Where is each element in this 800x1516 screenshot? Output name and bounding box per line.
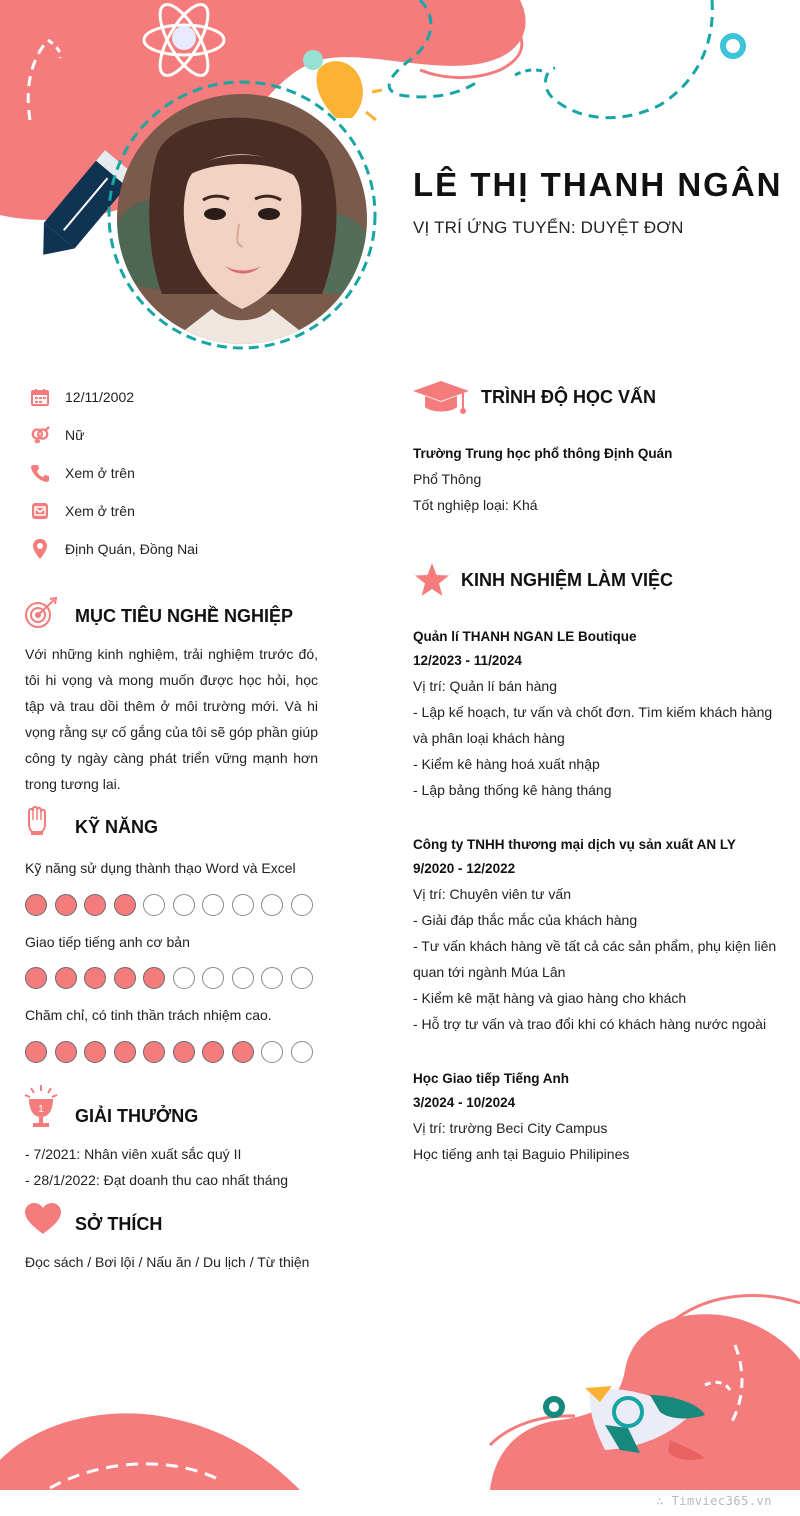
hobbies-text: Đọc sách / Bơi lội / Nấu ăn / Du lịch / Từ thiện xyxy=(25,1254,310,1270)
location-icon xyxy=(30,539,50,559)
skill-dot-filled xyxy=(25,967,47,989)
job-company: Học Giao tiếp Tiếng Anh xyxy=(413,1071,570,1086)
award-item: - 7/2021: Nhân viên xuất sắc quý II xyxy=(25,1146,242,1162)
skill-dot-empty xyxy=(143,894,165,916)
skill-dot-filled xyxy=(143,967,165,989)
skill-dot-empty xyxy=(202,967,224,989)
contact-email xyxy=(30,500,135,522)
job-company: Quản lí THANH NGAN LE Boutique xyxy=(413,629,637,644)
skill-name: Giao tiếp tiếng anh cơ bản xyxy=(25,934,190,950)
skill-name: Chăm chỉ, có tinh thần trách nhiệm cao. xyxy=(25,1007,272,1023)
graduation-cap-icon xyxy=(413,381,469,420)
target-icon xyxy=(24,597,58,634)
education-title: TRÌNH ĐỘ HỌC VẤN xyxy=(481,387,656,407)
light-bulb-icon xyxy=(303,50,382,120)
skill-dot-filled xyxy=(55,967,77,989)
contact-text: Nữ xyxy=(65,427,85,443)
skill-dot-filled xyxy=(55,1041,77,1063)
skill-dot-filled xyxy=(25,894,47,916)
trophy-icon xyxy=(24,1085,58,1134)
education-line: Tốt nghiệp loại: Khá xyxy=(413,497,538,513)
phone-icon xyxy=(30,463,50,483)
hobbies-title: SỞ THÍCH xyxy=(75,1214,163,1234)
skill-dot-filled xyxy=(173,1041,195,1063)
skill-dot-filled xyxy=(232,1041,254,1063)
contact-address xyxy=(30,538,199,560)
job-line: quan tới ngành Múa Lân xyxy=(413,964,566,980)
job-line: Vị trí: Quản lí bán hàng xyxy=(413,678,557,694)
skill-dot-empty xyxy=(232,967,254,989)
job-line: và phân loại khách hàng xyxy=(413,730,565,746)
skill-dot-filled xyxy=(114,894,136,916)
gender-icon xyxy=(30,425,50,445)
svg-text:1: 1 xyxy=(38,1104,44,1115)
job-line: - Giải đáp thắc mắc của khách hàng xyxy=(413,912,638,928)
contact-text: Xem ở trên xyxy=(65,465,135,481)
job-line: - Hỗ trợ tư vấn và trao đổi khi có khách hàng nước ngoài xyxy=(413,1016,767,1032)
applied-position: VỊ TRÍ ỨNG TUYỂN: DUYỆT ĐƠN xyxy=(413,218,684,237)
job-period: 3/2024 - 10/2024 xyxy=(413,1095,516,1110)
job-line: Học tiếng anh tại Baguio Philipines xyxy=(413,1146,630,1162)
skill-name: Kỹ năng sử dụng thành thạo Word và Excel xyxy=(25,860,296,876)
school-name: Trường Trung học phổ thông Định Quán xyxy=(413,446,673,461)
job-line: - Lập bảng thống kê hàng tháng xyxy=(413,782,612,798)
contact-text: Xem ở trên xyxy=(65,503,135,519)
contact-birthdate xyxy=(30,386,135,408)
skill-rating xyxy=(25,1041,313,1063)
contact-phone xyxy=(30,462,135,484)
skill-dot-filled xyxy=(84,967,106,989)
job-period: 12/2023 - 11/2024 xyxy=(413,653,522,668)
star-icon xyxy=(414,563,450,602)
job-period: 9/2020 - 12/2022 xyxy=(413,861,516,876)
candidate-name: LÊ THỊ THANH NGÂN xyxy=(413,166,783,203)
objective-title: MỤC TIÊU NGHỀ NGHIỆP xyxy=(75,606,294,626)
contact-gender xyxy=(30,424,85,446)
contact-text: Định Quán, Đồng Nai xyxy=(65,541,199,557)
job-line: - Kiểm kê hàng hoá xuất nhập xyxy=(413,756,600,772)
job-line: Vị trí: trường Beci City Campus xyxy=(413,1120,608,1136)
contact-text: 12/11/2002 xyxy=(65,389,135,405)
calendar-icon xyxy=(30,387,50,407)
skill-dot-filled xyxy=(143,1041,165,1063)
skill-dot-empty xyxy=(261,967,283,989)
skill-dot-empty xyxy=(173,894,195,916)
skill-dot-empty xyxy=(202,894,224,916)
skill-dot-empty xyxy=(261,894,283,916)
skill-dot-empty xyxy=(291,1041,313,1063)
skill-dot-filled xyxy=(84,894,106,916)
skill-rating xyxy=(25,894,313,916)
skill-dot-empty xyxy=(261,1041,283,1063)
awards-title: GIẢI THƯỞNG xyxy=(75,1106,199,1126)
skill-dot-filled xyxy=(25,1041,47,1063)
award-item: - 28/1/2022: Đạt doanh thu cao nhất tháng xyxy=(25,1172,289,1188)
email-icon xyxy=(30,501,50,521)
skills-title: KỸ NĂNG xyxy=(75,817,159,837)
skill-dot-empty xyxy=(291,967,313,989)
job-line: - Kiểm kê mặt hàng và giao hàng cho khách xyxy=(413,990,687,1006)
skill-dot-empty xyxy=(291,894,313,916)
experience-title: KINH NGHIỆM LÀM VIỆC xyxy=(461,570,674,590)
skill-dot-filled xyxy=(84,1041,106,1063)
avatar xyxy=(117,94,367,344)
skill-rating xyxy=(25,967,313,989)
skill-dot-filled xyxy=(114,967,136,989)
watermark: ∴ Timviec365.vn xyxy=(656,1494,772,1508)
job-company: Công ty TNHH thương mại dịch vụ sản xuất AN LY xyxy=(413,837,736,852)
skill-dot-filled xyxy=(202,1041,224,1063)
skill-dot-empty xyxy=(173,967,195,989)
skill-dot-empty xyxy=(232,894,254,916)
objective-text: Với những kinh nghiệm, trải nghiệm trước đó, tôi hi vọng và mong muốn được học hỏi, học tập và trau dồi thêm ở môi trường mới. Và hi vọng rằng sự cố gắng của tôi sẽ góp phần giúp công ty ngày càng phát triển vững mạnh hơn trong tương lai. xyxy=(25,646,318,792)
heart-icon xyxy=(24,1203,62,1240)
job-line: - Lập kế hoạch, tư vấn và chốt đơn. Tìm kiếm khách hàng xyxy=(413,704,773,720)
education-line: Phổ Thông xyxy=(413,471,482,487)
job-line: Vị trí: Chuyên viên tư vấn xyxy=(413,886,571,902)
job-line: - Tư vấn khách hàng về tất cả các sản phẩm, phụ kiện liên xyxy=(413,938,777,954)
hand-fist-icon xyxy=(26,806,48,841)
skill-dot-filled xyxy=(55,894,77,916)
skill-dot-filled xyxy=(114,1041,136,1063)
